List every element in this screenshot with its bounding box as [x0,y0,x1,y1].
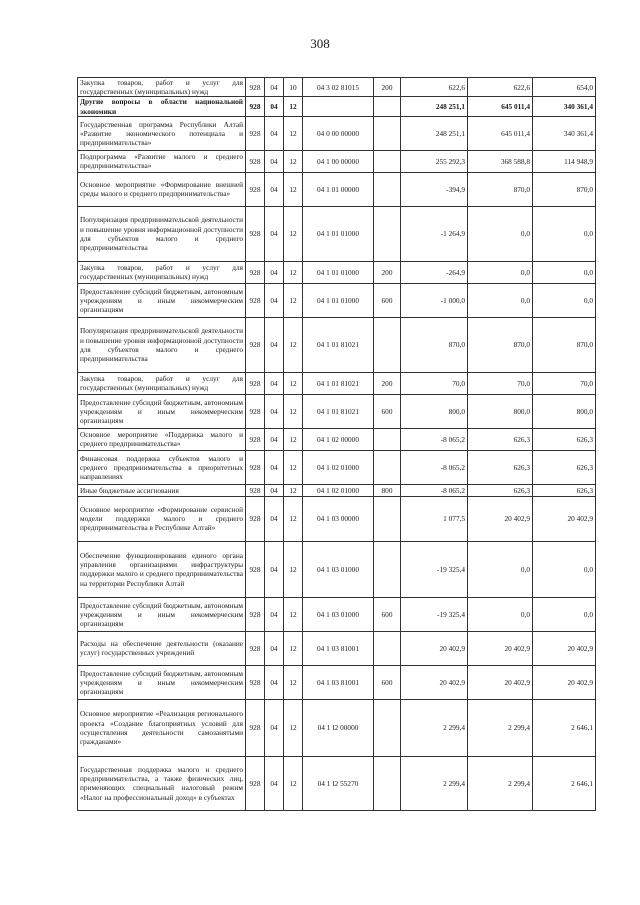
col-amount-3: 70,0 [533,372,596,394]
col-subsection: 12 [284,150,303,172]
col-grbs: 928 [246,150,265,172]
col-section: 04 [265,261,284,283]
col-amount-3: 0,0 [533,597,596,631]
col-amount-1: 870,0 [401,317,468,372]
col-amount-1: -264,9 [401,261,468,283]
col-target-article: 04 1 02 01000 [303,484,374,496]
col-section: 04 [265,206,284,261]
col-target-article: 04 1 I2 55270 [303,756,374,810]
col-target-article: 04 1 02 00000 [303,428,374,450]
col-target-article: 04 1 03 01000 [303,597,374,631]
col-amount-1: -19 325,4 [401,541,468,597]
col-target-article: 04 1 03 81001 [303,631,374,665]
col-expense-type [374,172,401,206]
col-amount-2: 626,3 [468,484,533,496]
col-target-article: 04 1 03 00000 [303,496,374,541]
col-amount-3: 654,0 [533,78,596,97]
col-target-article: 04 0 00 00000 [303,116,374,150]
col-subsection: 12 [284,631,303,665]
table-row [78,699,596,756]
col-section: 04 [265,541,284,597]
col-amount-2: 70,0 [468,372,533,394]
col-subsection: 12 [284,206,303,261]
row-name: Государственная программа Республики Алтай «Развитие экономического потенциала и предпринимательства» [78,116,246,150]
col-grbs: 928 [246,261,265,283]
col-subsection: 12 [284,541,303,597]
row-name: Расходы на обеспечение деятельности (оказание услуг) государственных учреждений [78,631,246,665]
table-row [78,150,596,172]
row-name: Популяризация предпринимательской деятельности и повышение уровня информационной доступности для субъектов малого и среднего предпринимательства [78,317,246,372]
row-name: Предоставление субсидий бюджетным, автономным учреждениям и иным некоммерческим организациям [78,394,246,428]
col-amount-2: 800,0 [468,394,533,428]
table-row [78,631,596,665]
col-subsection: 12 [284,665,303,699]
col-target-article: 04 1 01 01000 [303,283,374,317]
col-expense-type [374,756,401,810]
col-expense-type: 600 [374,283,401,317]
col-target-article: 04 1 03 01000 [303,541,374,597]
col-subsection: 12 [284,116,303,150]
row-name: Основное мероприятие «Формирование сервисной модели поддержки малого и среднего предпринимательства в Республике Алтай» [78,496,246,541]
col-section: 04 [265,428,284,450]
table-row [78,97,596,116]
col-grbs: 928 [246,172,265,206]
col-target-article: 04 3 02 81015 [303,78,374,97]
col-expense-type [374,116,401,150]
col-amount-3: 0,0 [533,283,596,317]
col-section: 04 [265,665,284,699]
col-amount-3: 340 361,4 [533,116,596,150]
col-subsection: 12 [284,450,303,484]
col-subsection: 12 [284,317,303,372]
col-amount-2: 622,6 [468,78,533,97]
col-amount-2: 645 011,4 [468,97,533,116]
col-subsection: 12 [284,283,303,317]
col-amount-2: 2 299,4 [468,699,533,756]
col-section: 04 [265,699,284,756]
col-target-article: 04 1 02 01000 [303,450,374,484]
row-name: Основное мероприятие «Реализация регионального проекта «Создание благоприятных условий для осуществления деятельности самозанятыми гражданами» [78,699,246,756]
table-row [78,283,596,317]
table-row [78,496,596,541]
col-amount-3: 800,0 [533,394,596,428]
col-amount-1: 248 251,1 [401,97,468,116]
col-section: 04 [265,78,284,97]
col-amount-1: -1 000,0 [401,283,468,317]
table-row [78,172,596,206]
col-section: 04 [265,97,284,116]
col-grbs: 928 [246,428,265,450]
col-expense-type [374,631,401,665]
col-section: 04 [265,394,284,428]
col-amount-3: 20 402,9 [533,665,596,699]
col-grbs: 928 [246,372,265,394]
col-amount-1: -8 065,2 [401,484,468,496]
col-section: 04 [265,172,284,206]
col-amount-1: -1 264,9 [401,206,468,261]
col-amount-1: 622,6 [401,78,468,97]
col-amount-2: 0,0 [468,283,533,317]
col-grbs: 928 [246,699,265,756]
col-target-article: 04 1 01 00000 [303,172,374,206]
col-grbs: 928 [246,541,265,597]
col-expense-type [374,206,401,261]
col-amount-1: 2 299,4 [401,756,468,810]
page-number: 308 [310,36,330,51]
col-amount-1: 20 402,9 [401,631,468,665]
row-name: Предоставление субсидий бюджетным, автономным учреждениям и иным некоммерческим организациям [78,597,246,631]
col-subsection: 12 [284,261,303,283]
row-name: Финансовая поддержка субъектов малого и среднего предпринимательства в приоритетных направлениях [78,450,246,484]
row-name: Основное мероприятие «Формирование внешней среды малого и среднего предпринимательства» [78,172,246,206]
col-target-article: 04 1 01 81021 [303,317,374,372]
col-grbs: 928 [246,631,265,665]
col-expense-type: 600 [374,665,401,699]
col-target-article: 04 1 I2 00000 [303,699,374,756]
col-section: 04 [265,317,284,372]
col-section: 04 [265,597,284,631]
col-amount-1: -19 325,4 [401,597,468,631]
col-grbs: 928 [246,597,265,631]
col-grbs: 928 [246,97,265,116]
col-grbs: 928 [246,450,265,484]
col-amount-3: 114 948,9 [533,150,596,172]
col-expense-type [374,496,401,541]
col-amount-3: 0,0 [533,206,596,261]
col-amount-3: 2 646,1 [533,699,596,756]
col-grbs: 928 [246,78,265,97]
col-amount-2: 870,0 [468,172,533,206]
row-name: Подпрограмма «Развитие малого и среднего предпринимательства» [78,150,246,172]
row-name: Закупка товаров, работ и услуг для государственных (муниципальных) нужд [78,261,246,283]
col-section: 04 [265,450,284,484]
col-grbs: 928 [246,317,265,372]
col-amount-2: 20 402,9 [468,665,533,699]
col-amount-2: 0,0 [468,206,533,261]
table-row [78,756,596,810]
col-amount-3: 340 361,4 [533,97,596,116]
col-target-article: 04 1 01 01000 [303,206,374,261]
row-name: Другие вопросы в области национальной экономики [78,97,246,116]
row-name: Закупка товаров, работ и услуг для государственных (муниципальных) нужд [78,372,246,394]
col-amount-1: 2 299,4 [401,699,468,756]
col-expense-type [374,97,401,116]
col-amount-3: 0,0 [533,261,596,283]
col-expense-type [374,450,401,484]
table-row [78,665,596,699]
col-amount-2: 2 299,4 [468,756,533,810]
col-grbs: 928 [246,665,265,699]
col-amount-3: 626,3 [533,450,596,484]
table-row [78,116,596,150]
table-row [78,597,596,631]
col-grbs: 928 [246,283,265,317]
col-subsection: 10 [284,78,303,97]
col-subsection: 12 [284,97,303,116]
col-grbs: 928 [246,496,265,541]
col-expense-type [374,150,401,172]
col-amount-3: 870,0 [533,317,596,372]
table-row [78,317,596,372]
table-row [78,450,596,484]
col-target-article: 04 1 03 81001 [303,665,374,699]
col-expense-type: 600 [374,597,401,631]
col-amount-3: 870,0 [533,172,596,206]
col-amount-1: -394,9 [401,172,468,206]
col-target-article: 04 1 01 81021 [303,394,374,428]
row-name: Иные бюджетные ассигнования [78,484,246,496]
col-expense-type [374,428,401,450]
col-amount-1: 1 077,5 [401,496,468,541]
col-expense-type: 200 [374,261,401,283]
col-amount-3: 0,0 [533,541,596,597]
col-amount-2: 626,3 [468,450,533,484]
col-subsection: 12 [284,172,303,206]
col-amount-2: 870,0 [468,317,533,372]
col-amount-2: 0,0 [468,541,533,597]
col-expense-type: 800 [374,484,401,496]
col-grbs: 928 [246,484,265,496]
col-section: 04 [265,496,284,541]
col-amount-1: 800,0 [401,394,468,428]
col-amount-2: 0,0 [468,261,533,283]
col-subsection: 12 [284,372,303,394]
budget-table [77,77,596,811]
col-amount-2: 645 011,4 [468,116,533,150]
col-amount-2: 0,0 [468,597,533,631]
col-section: 04 [265,631,284,665]
table-row [78,394,596,428]
row-name: Популяризация предпринимательской деятельности и повышение уровня информационной доступности для субъектов малого и среднего предпринимательства [78,206,246,261]
table-row [78,428,596,450]
col-grbs: 928 [246,394,265,428]
row-name: Обеспечение функционирования единого органа управления организациями инфраструктуры поддержки малого и среднего предпринимательства на территории Республики Алтай [78,541,246,597]
col-subsection: 12 [284,597,303,631]
col-amount-1: 20 402,9 [401,665,468,699]
col-amount-1: 255 292,3 [401,150,468,172]
col-grbs: 928 [246,206,265,261]
col-amount-3: 20 402,9 [533,496,596,541]
table-body [78,78,596,811]
col-section: 04 [265,756,284,810]
col-amount-2: 626,3 [468,428,533,450]
table-row [78,541,596,597]
col-amount-2: 20 402,9 [468,631,533,665]
col-grbs: 928 [246,756,265,810]
col-target-article: 04 1 00 00000 [303,150,374,172]
col-expense-type: 200 [374,372,401,394]
col-target-article [303,97,374,116]
col-amount-3: 20 402,9 [533,631,596,665]
row-name: Закупка товаров, работ и услуг для государственных (муниципальных) нужд [78,78,246,97]
col-subsection: 12 [284,484,303,496]
col-section: 04 [265,283,284,317]
col-subsection: 12 [284,699,303,756]
col-amount-2: 368 588,8 [468,150,533,172]
table-row [78,484,596,496]
col-section: 04 [265,372,284,394]
table-row [78,372,596,394]
table-row [78,78,596,97]
col-amount-2: 20 402,9 [468,496,533,541]
col-grbs: 928 [246,116,265,150]
row-name: Основное мероприятие «Поддержка малого и среднего предпринимательства» [78,428,246,450]
col-amount-1: -8 065,2 [401,450,468,484]
col-amount-1: 70,0 [401,372,468,394]
col-section: 04 [265,116,284,150]
col-subsection: 12 [284,428,303,450]
col-amount-3: 626,3 [533,484,596,496]
col-expense-type [374,699,401,756]
col-expense-type: 200 [374,78,401,97]
table-row [78,206,596,261]
row-name: Государственная поддержка малого и среднего предпринимательства, а также физических лиц, применяющих специальный налоговый режим «Налог на профессиональный доход» в субъектах [78,756,246,810]
col-expense-type: 600 [374,394,401,428]
table-row [78,261,596,283]
col-amount-3: 626,3 [533,428,596,450]
row-name: Предоставление субсидий бюджетным, автономным учреждениям и иным некоммерческим организациям [78,283,246,317]
col-section: 04 [265,484,284,496]
col-amount-1: -8 065,2 [401,428,468,450]
row-name: Предоставление субсидий бюджетным, автономным учреждениям и иным некоммерческим организациям [78,665,246,699]
col-target-article: 04 1 01 81021 [303,372,374,394]
col-amount-3: 2 646,1 [533,756,596,810]
col-amount-1: 248 251,1 [401,116,468,150]
col-expense-type [374,317,401,372]
col-subsection: 12 [284,756,303,810]
col-target-article: 04 1 01 01000 [303,261,374,283]
col-subsection: 12 [284,394,303,428]
col-subsection: 12 [284,496,303,541]
col-section: 04 [265,150,284,172]
col-expense-type [374,541,401,597]
